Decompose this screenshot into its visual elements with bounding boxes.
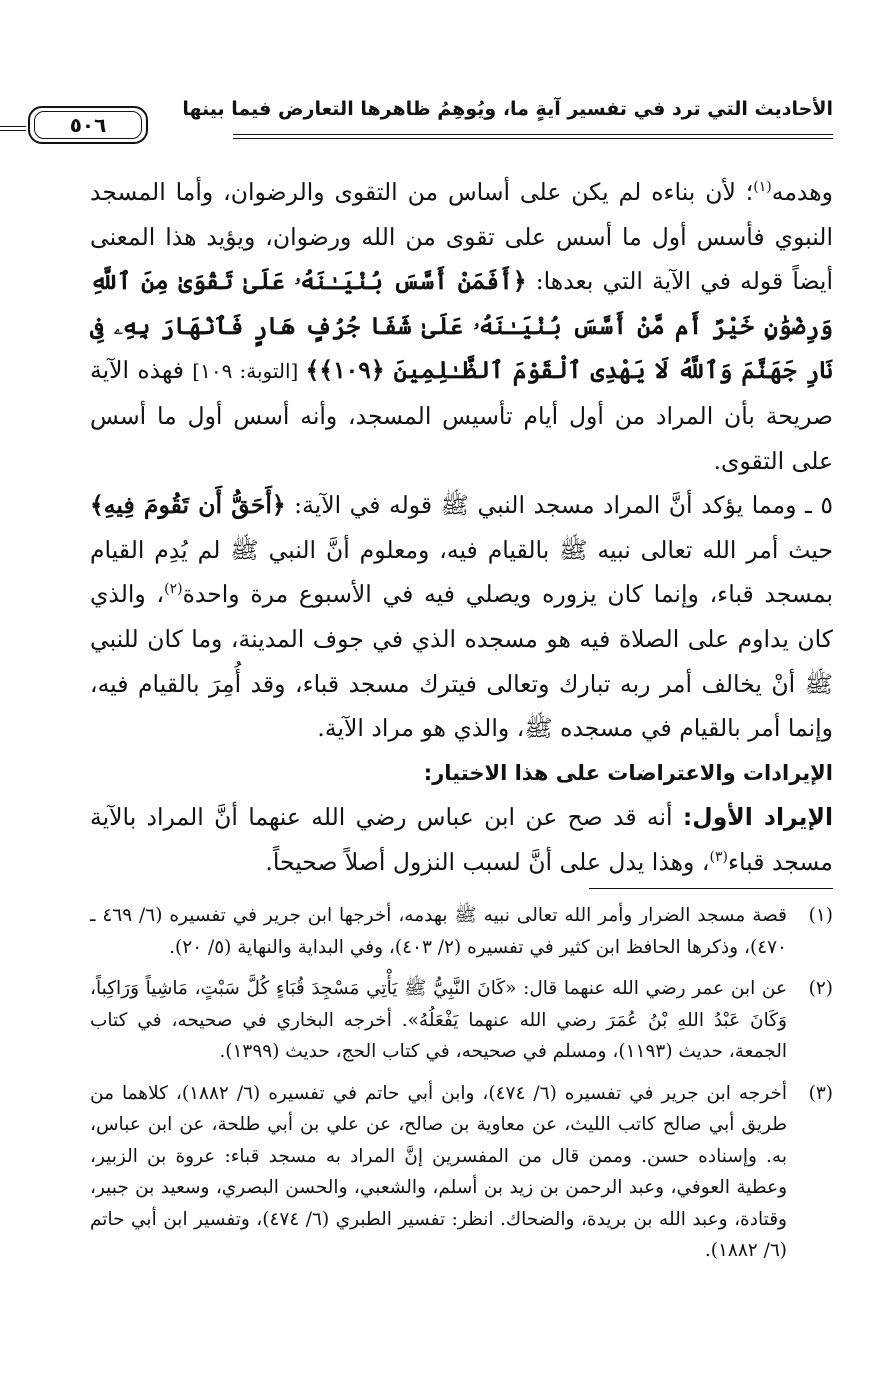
- text-run: ؛ لأن بناءه لم يكن على أساس من التقوى والرضوان، وأما المسجد النبوي فأسس أول ما أسس على تقوى من الله ورضوان، ويؤيد هذا المعنى أيضاً قوله في الآية التي بعدها:: [90, 178, 833, 296]
- footnote-text: أخرجه ابن جرير في تفسيره (٦/ ٤٧٤)، وابن أبي حاتم في تفسيره (٦/ ١٨٨٢)، كلاهما من طريق أبي صالح كاتب الليث، عن معاوية بن صالح، عن علي بن أبي طلحة، عن ابن عباس، به. وإسناده حسن. وممن قال من المفسرين إنَّ المراد به مسجد قباء: عروة بن الزبير، وعطية العوفي، وعبد الرحمن بن زيد بن أسلم، والشعبي، والحسن البصري، وسعيد بن جبير، وقتادة، وعبد الله بن بريدة، والضحاك. انظر: تفسير الطبري (٦/ ٤٧٤)، وتفسير ابن أبي حاتم (٦/ ١٨٨٢).: [90, 1082, 787, 1261]
- text-run: ٥ ـ ومما يؤكد أنَّ المراد مسجد النبي ﷺ قوله في الآية:: [285, 491, 833, 520]
- footnote-number: (٢): [808, 978, 833, 999]
- running-title: الأحاديث التي ترد في تفسير آيةٍ ما، ويُوهِمُ ظاهرها التعارض فيما بينها: [182, 98, 833, 120]
- footnote-text: عن ابن عمر رضي الله عنهما قال: «كَانَ النَّبِيُّ ﷺ يَأْتِي مَسْجِدَ قُبَاءٍ كُلَّ سَبْتٍ، مَاشِياً وَرَاكِباً، وَكَانَ عَبْدُ اللهِ بْنُ عُمَرَ رضي الله عنهما يَفْعَلُهُ». أخرجه البخاري في صحيحه، في كتاب الجمعة، حديث (١١٩٣)، ومسلم في صحيحه، في كتاب الحج، حديث (١٣٩٩).: [90, 978, 787, 1062]
- quran-verse: ﴿أَحَقُّ أَن تَقُومَ فِيهِ﴾: [90, 491, 286, 520]
- text-run: وهدمه: [771, 178, 833, 206]
- footnote-ref-3: (٣): [709, 849, 728, 866]
- text-run: أنه قد صح عن ابن عباس رضي الله عنهما أنَّ المراد بالآية مسجد قباء: [90, 803, 833, 876]
- footnote-ref-2: (٢): [164, 581, 183, 598]
- header-rule-left-double: [0, 130, 26, 131]
- text-run: ، وهذا يدل على أنَّ لسبب النزول أصلاً صحيحاً.: [265, 847, 710, 876]
- page-number: ٥٠٦: [34, 111, 142, 139]
- footnote-ref-1: (١): [753, 179, 772, 196]
- footnote-number: (١): [808, 905, 833, 926]
- footnote-1: [90, 900, 833, 963]
- paragraph-2: [90, 483, 833, 751]
- footnote-number: (٣): [808, 1082, 833, 1104]
- paragraph-1: [90, 170, 833, 483]
- verse-reference: [التوبة: ١٠٩]: [192, 359, 306, 384]
- objection-label: الإيراد الأول:: [682, 803, 833, 832]
- footnote-2: [90, 973, 833, 1068]
- header-rule-double: [233, 138, 833, 139]
- main-text: [90, 170, 833, 885]
- text-run: حيث أمر الله تعالى نبيه ﷺ بالقيام فيه، ومعلوم أنَّ النبي ﷺ لم يُدِم القيام بمسجد قباء، وإنما كان يزوره ويصلي فيه في الأسبوع مرة واحدة: [90, 535, 834, 609]
- text-run: فهذه الآية صريحة بأن المراد من أول أيام تأسيس المسجد، وأنه أسس أول ما أسس على التقوى.: [90, 356, 833, 475]
- footnote-3: [90, 1078, 833, 1267]
- footnote-separator: [589, 888, 833, 889]
- page-number-frame: [28, 106, 148, 144]
- footnote-text: قصة مسجد الضرار وأمر الله تعالى نبيه ﷺ بهدمه، أخرجها ابن جرير في تفسيره (٦/ ٤٦٩ ـ ٤٧٠)، وذكرها الحافظ ابن كثير في تفسيره (٢/ ٤٠٣)، وفي البداية والنهاية (٥/ ٢٠).: [90, 905, 787, 958]
- section-heading: الإيرادات والاعتراضات على هذا الاختيار:: [423, 760, 833, 785]
- header-rule-left: [0, 126, 26, 127]
- footnotes: [90, 900, 833, 1267]
- page-header: [22, 96, 833, 140]
- paragraph-3: [90, 795, 833, 884]
- text-run: ، والذي كان يداوم على الصلاة فيه هو مسجده الذي في جوف المدينة، وما كان للنبي ﷺ أنْ يخالف أمر ربه تبارك وتعالى فيترك مسجد قباء، وقد أُمِرَ بالقيام فيه، وإنما أمر بالقيام في مسجده ﷺ، والذي هو مراد الآية.: [90, 580, 833, 743]
- quran-verse: ﴿أَفَمَنْ أَسَّسَ بُنْيَـٰنَهُۥ عَلَىٰ تَقْوَىٰ مِنَ ٱللَّهِ وَرِضْوَٰنٍ خَيْرٌ أَم مَّنْ أَسَّسَ بُنْيَـٰنَهُۥ عَلَىٰ شَفَا جُرُفٍ هَارٍ فَٱنْهَارَ بِهِۦ فِى نَارِ جَهَنَّمَ وَٱللَّهُ لَا يَهْدِى ٱلْقَوْمَ ٱلظَّـٰلِمِينَ ﴿١٠٩﴾﴾: [90, 267, 833, 385]
- header-rule: [233, 134, 833, 135]
